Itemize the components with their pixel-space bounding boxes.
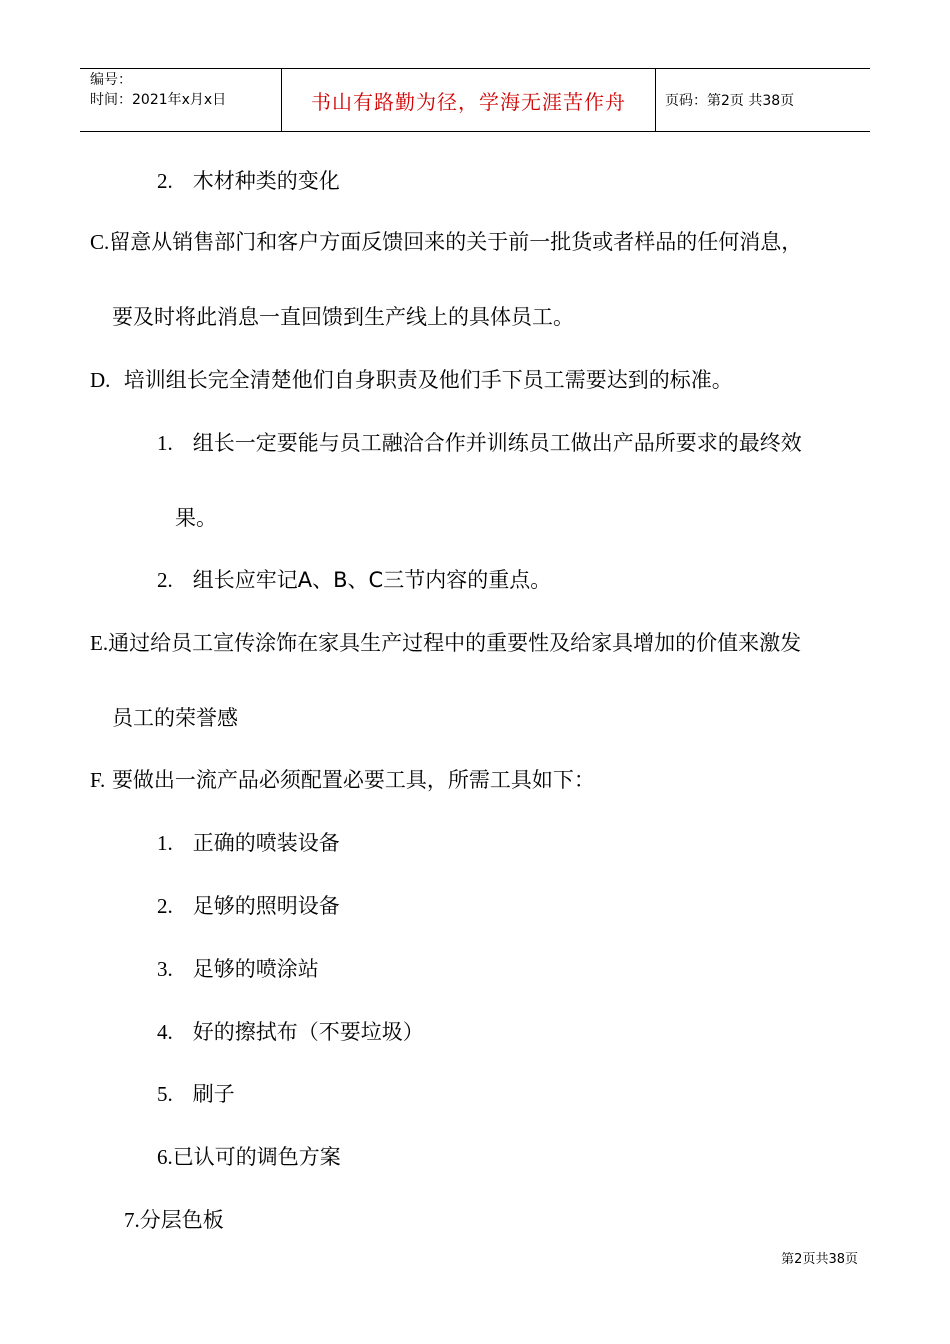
item-text: 组长应牢记A、B、C三节内容的重点。 — [192, 568, 552, 592]
paragraph-text: 员工的荣誉感 — [112, 706, 238, 730]
item-text: 正确的喷装设备 — [192, 831, 340, 855]
list-item — [157, 430, 802, 456]
page-header — [80, 68, 870, 132]
list-item-continuation — [175, 505, 217, 531]
list-item — [157, 567, 551, 593]
item-number: 2. — [157, 894, 173, 918]
item-number: 3. — [157, 957, 173, 981]
list-item — [157, 1019, 424, 1045]
item-text: 已认可的调色方案 — [172, 1145, 341, 1169]
paragraph-text: 留意从销售部门和客户方面反馈回来的关于前一批货或者样品的任何消息， — [109, 230, 803, 254]
list-item — [157, 830, 340, 856]
item-number: 6. — [157, 1145, 173, 1169]
list-item — [124, 1207, 224, 1233]
paragraph-e — [90, 630, 801, 656]
paragraph-continuation — [112, 705, 238, 731]
header-page-info: 页码：第2页 共38页 — [665, 93, 795, 109]
paragraph-text: 要做出一流产品必须配置必要工具，所需工具如下： — [111, 768, 595, 792]
item-number: 7. — [124, 1208, 140, 1232]
item-text: 好的擦拭布（不要垃圾） — [192, 1020, 424, 1044]
section-letter: F. — [90, 768, 106, 792]
item-number: 2. — [157, 568, 173, 592]
item-text: 足够的喷涂站 — [192, 957, 319, 981]
paragraph-continuation — [112, 304, 574, 330]
item-text: 木材种类的变化 — [192, 169, 340, 193]
motto-text: 书山有路勤为径，学海无涯苦作舟 — [311, 89, 626, 114]
item-text: 果。 — [175, 506, 217, 530]
time-label: 时间：2021年x月x日 — [90, 92, 227, 108]
list-item — [157, 893, 340, 919]
paragraph-d — [90, 367, 733, 393]
item-text: 足够的照明设备 — [192, 894, 340, 918]
header-motto-cell — [281, 69, 656, 131]
item-number: 1. — [157, 431, 173, 455]
list-item — [157, 1081, 235, 1107]
item-text: 分层色板 — [139, 1208, 224, 1232]
paragraph-f — [90, 767, 595, 793]
number-label: 编号： — [90, 72, 132, 88]
paragraph-text: 要及时将此消息一直回馈到生产线上的具体员工。 — [112, 305, 574, 329]
item-text: 刷子 — [192, 1082, 235, 1106]
item-number: 2. — [157, 169, 173, 193]
item-number: 4. — [157, 1020, 173, 1044]
item-text: 组长一定要能与员工融洽合作并训练员工做出产品所要求的最终效 — [192, 431, 802, 455]
list-item — [157, 1144, 341, 1170]
section-letter: C. — [90, 230, 110, 254]
list-item — [157, 168, 340, 194]
header-right-cell — [655, 69, 870, 131]
item-number: 1. — [157, 831, 173, 855]
item-number: 5. — [157, 1082, 173, 1106]
section-letter: D. — [90, 368, 111, 392]
paragraph-text: 培训组长完全清楚他们自身职责及他们手下员工需要达到的标准。 — [123, 368, 733, 392]
section-letter: E. — [90, 631, 109, 655]
paragraph-c — [90, 229, 802, 255]
header-left-cell — [80, 69, 281, 131]
paragraph-text: 通过给员工宣传涂饰在家具生产过程中的重要性及给家具增加的价值来激发 — [108, 631, 802, 655]
page-footer: 第2页共38页 — [781, 1252, 858, 1267]
list-item — [157, 956, 319, 982]
